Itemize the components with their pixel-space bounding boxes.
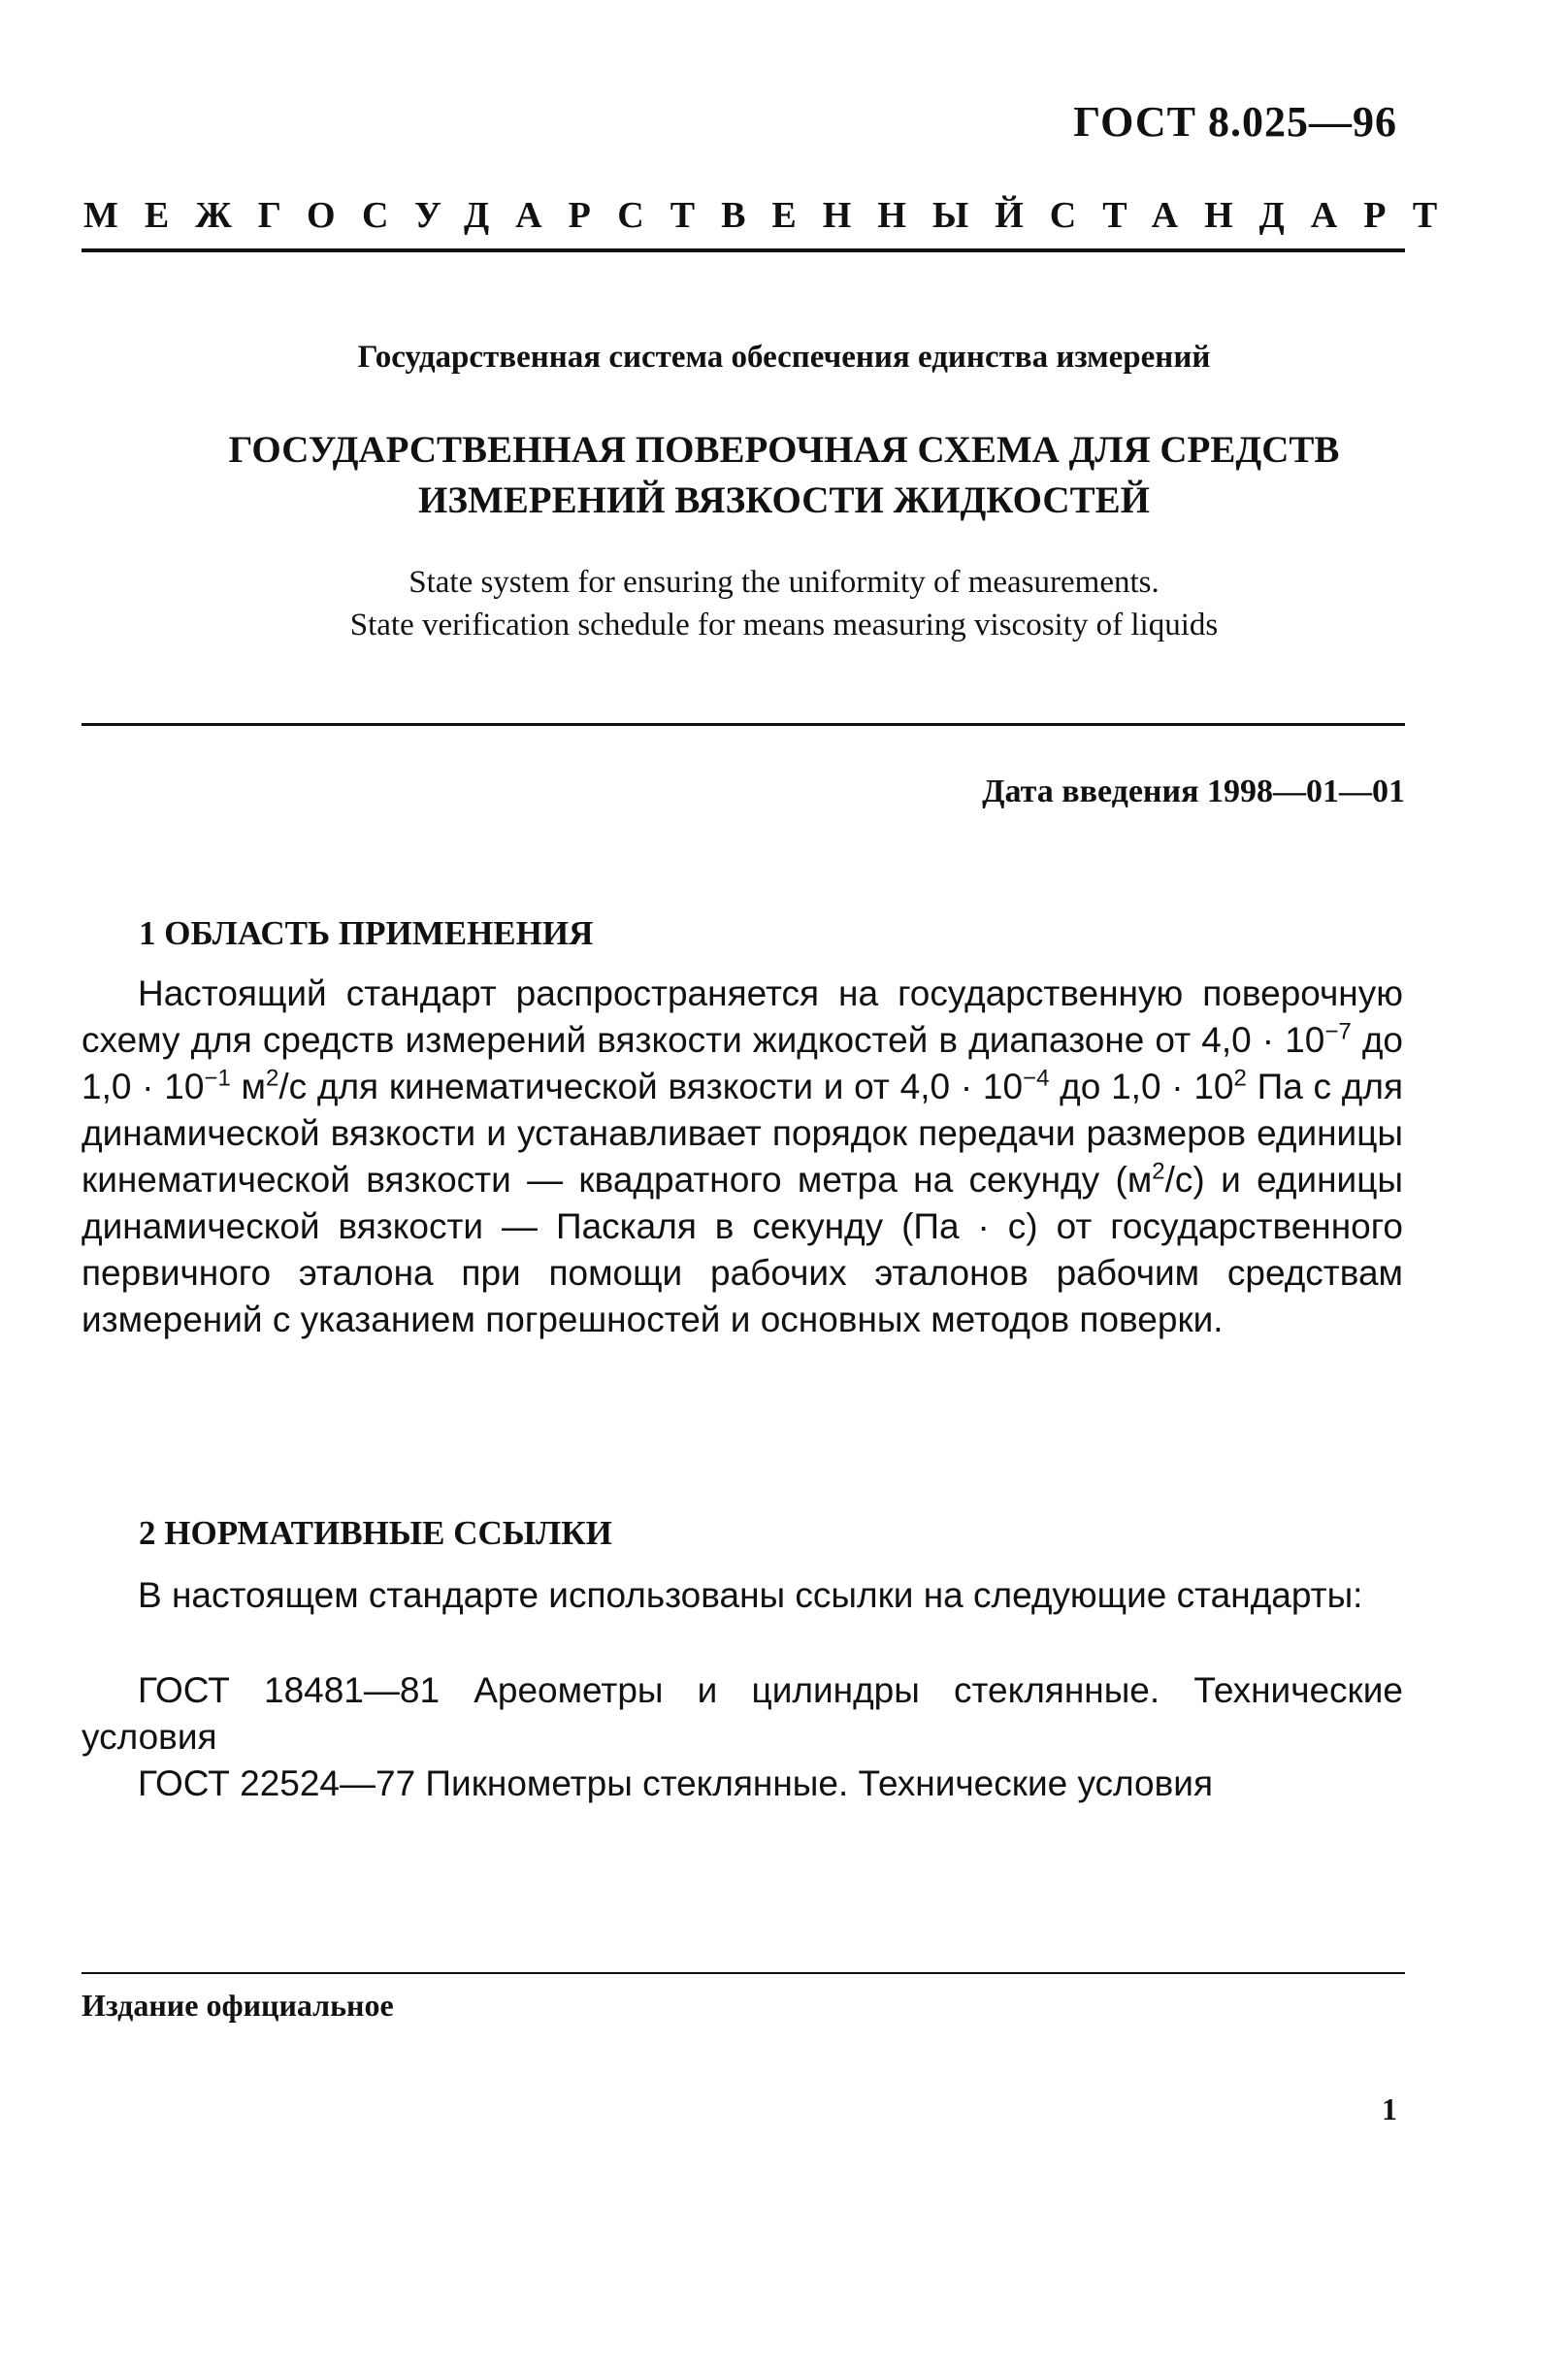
text-run: до 1,0 · 10 [1049, 1067, 1234, 1106]
page-number: 1 [1382, 2092, 1397, 2126]
exponent: 2 [1233, 1065, 1247, 1092]
english-title-line: State system for ensuring the uniformity of measurements. [408, 565, 1160, 600]
main-title-line: ИЗМЕРЕНИЙ ВЯЗКОСТИ ЖИДКОСТЕЙ [418, 479, 1150, 521]
main-title-line: ГОСУДАРСТВЕННАЯ ПОВЕРОЧНАЯ СХЕМА ДЛЯ СРЕДСТВ [228, 429, 1340, 471]
english-title [0, 561, 1568, 646]
interstate-word: МЕЖГОСУДАРСТВЕННЫЙ [83, 195, 1050, 236]
header-divider [82, 248, 1405, 252]
text-run: /с) и единицы динамической вязкости — Паскаля в секунду (Па · с) от государственного первичного эталона при помощи рабочих эталонов рабочим средствам измерений с указанием погрешностей и основных методов поверки. [82, 1160, 1403, 1339]
date-of-introduction: Дата введения 1998—01—01 [982, 774, 1405, 809]
section-1-paragraph [82, 971, 1403, 1343]
title-divider [82, 723, 1405, 726]
english-title-line: State verification schedule for means measuring viscosity of liquids [349, 608, 1219, 642]
standard-word: СТАНДАРТ [1049, 195, 1464, 236]
text-run: Па с для динамической вязкости и устанавливает порядок передачи размеров единицы кинематической вязкости — квадратного метра на секунду (м [82, 1067, 1403, 1200]
official-edition-label: Издание официальное [82, 1988, 394, 2023]
normative-reference: ГОСТ 22524—77 Пикнометры стеклянные. Технические условия [138, 1763, 1213, 1803]
text-run: /с для кинематической вязкости и от 4,0 · 10 [278, 1067, 1024, 1106]
main-title [0, 425, 1568, 526]
exponent: −4 [1023, 1065, 1050, 1092]
interstate-standard-banner [83, 194, 1464, 237]
footer-divider [82, 1972, 1405, 1974]
exponent: 2 [1152, 1158, 1165, 1185]
normative-reference: ГОСТ 18481—81 Ареометры и цилиндры стеклянные. Технические условия [82, 1670, 1403, 1757]
system-title: Государственная система обеспечения единства измерений [357, 340, 1211, 375]
gost-number: ГОСТ 8.025—96 [1073, 98, 1397, 146]
text-run: м [230, 1067, 266, 1106]
exponent: −1 [204, 1065, 231, 1092]
text-run: Настоящий стандарт распространяется на государственную поверочную схему для средств измерений вязкости жидкостей в диапазоне от 4,0 · 10 [82, 973, 1403, 1060]
section-1-heading: 1 ОБЛАСТЬ ПРИМЕНЕНИЯ [139, 914, 594, 952]
section-2-heading: 2 НОРМАТИВНЫЕ ССЫЛКИ [139, 1514, 612, 1552]
text-run: до 1,0 · 10 [82, 1020, 1403, 1106]
section-2-intro: В настоящем стандарте использованы ссылки на следующие стандарты: [138, 1575, 1363, 1615]
exponent: 2 [265, 1065, 279, 1092]
exponent: −7 [1324, 1018, 1352, 1045]
